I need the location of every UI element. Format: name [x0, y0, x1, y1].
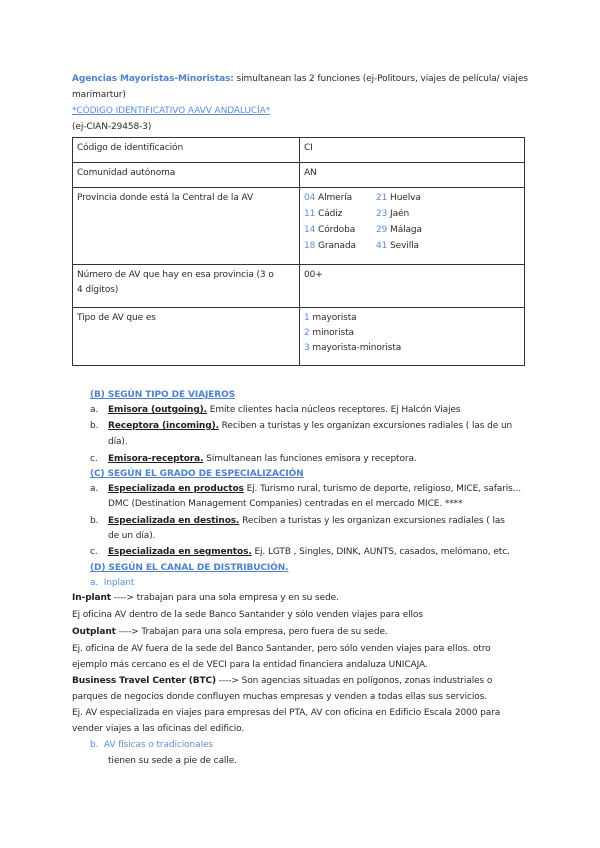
section-c-title: (C) SEGÚN EL GRADO DE ESPECIALIZACIÓN — [90, 469, 304, 479]
intro-text: simultanean las 2 funciones (ej-Politours, viajes de película/ viajes — [233, 74, 528, 84]
table-cell-label: Código de identificación — [73, 138, 300, 163]
table-cell-value: 00+ — [300, 265, 525, 308]
table-cell-value: CI — [300, 138, 525, 163]
list-marker: c. — [90, 547, 98, 557]
btc-example-1: Ej. AV especializada en viajes para empresas del PTA, AV con oficina en Edificio Escala 2000 para — [72, 708, 501, 718]
table-row — [73, 188, 525, 265]
list-marker: b. — [90, 516, 99, 526]
table-cell-label: Tipo de AV que es — [73, 308, 300, 366]
section-b-title: (B) SEGÚN TIPO DE VIAJEROS — [90, 390, 236, 400]
code-title: *CÓDIGO IDENTIFICATIVO AAVV ANDALUCÍA* — [72, 106, 271, 116]
type-list-cell — [300, 308, 525, 366]
list-item-cont: DMC (Destination Management Companies) centradas en el mercado MICE. **** — [108, 499, 463, 509]
province-item: 29 Málaga — [376, 225, 422, 235]
inplant-line: In-plant ----> trabajan para una sola empresa y en su sede. — [72, 593, 339, 603]
list-item: Especializada en destinos. Reciben a turistas y les organizan excursiones radiales ( las — [108, 516, 505, 526]
section-d-title: (D) SEGÚN EL CANAL DE DISTRIBUCIÓN. — [90, 563, 289, 573]
province-list-cell — [300, 188, 525, 265]
type-item: 3 mayorista-minorista — [304, 343, 402, 353]
outplant-example-1: Ej. oficina de AV fuera de la sede del Banco Santander, pero sólo venden viajes para ellos. otro — [72, 644, 491, 654]
province-item: 18 Granada — [304, 241, 356, 251]
province-item: 14 Córdoba — [304, 225, 356, 235]
table-cell-label: Provincia donde está la Central de la AV — [73, 188, 300, 265]
subsection-b: b. AV físicas o tradicionales — [90, 740, 214, 750]
province-item: 23 Jaén — [376, 209, 410, 219]
table-cell-label: Número de AV que hay en esa provincia (3 o 4 dígitos) — [73, 265, 300, 308]
code-example: (ej-CIAN-29458-3) — [72, 122, 152, 132]
list-item-cont: día). — [108, 437, 128, 447]
type-item: 2 minorista — [304, 328, 354, 338]
table-cell-value: AN — [300, 163, 525, 188]
subsection-a: a. Inplant — [90, 578, 135, 588]
intro-highlight: Agencias Mayoristas-Minoristas: — [72, 74, 234, 84]
list-marker: a. — [90, 405, 99, 415]
list-item: Especializada en productos Ej. Turismo rural, turismo de deporte, religioso, MICE, safaris... — [108, 484, 522, 494]
code-table — [72, 137, 525, 366]
table-cell-label: Comunidad autónoma — [73, 163, 300, 188]
btc-cont: parques de negocios donde confluyen muchas empresas y venden a todas ellas sus servicios. — [72, 692, 488, 702]
list-item: Especializada en segmentos. Ej. LGTB , Singles, DINK, AUNTS, casados, melómano, etc. — [108, 547, 510, 557]
list-marker: b. — [90, 740, 99, 750]
table-row — [73, 163, 525, 188]
list-item: Emisora-receptora. Simultanean las funciones emisora y receptora. — [108, 454, 417, 464]
list-marker: b. — [90, 421, 99, 431]
subsection-b-text: tienen su sede a pie de calle. — [108, 756, 237, 766]
btc-line: Business Travel Center (BTC) ----> Son agencias situadas en polígonos, zonas industriales o — [72, 676, 493, 686]
list-marker: a. — [90, 484, 99, 494]
outplant-line: Outplant ----> Trabajan para una sola empresa, pero fuera de su sede. — [72, 627, 388, 637]
table-row — [73, 138, 525, 163]
list-marker: c. — [90, 454, 98, 464]
list-item: Emisora (outgoing). Emite clientes hacia núcleos receptores. Ej Halcón Viajes — [108, 405, 461, 415]
type-item: 1 mayorista — [304, 313, 357, 323]
outplant-example-2: ejemplo más cercano es el de VECI para la entidad financiera andaluza UNICAJA. — [72, 660, 428, 670]
province-item: 04 Almería — [304, 193, 353, 203]
province-list — [304, 191, 520, 254]
intro-line — [72, 74, 528, 84]
table-row — [73, 265, 525, 308]
intro-line-2: marimartur) — [72, 90, 126, 100]
list-item-cont: de un día). — [108, 531, 156, 541]
inplant-example: Ej oficina AV dentro de la sede Banco Santander y sólo venden viajes para ellos — [72, 610, 423, 620]
list-marker: a. — [90, 578, 99, 588]
province-item: 21 Huelva — [376, 193, 421, 203]
table-row — [73, 308, 525, 366]
list-item: Receptora (incoming). Reciben a turistas y les organizan excursiones radiales ( las de un — [108, 421, 513, 431]
btc-example-2: vender viajes a las oficinas del edificio. — [72, 724, 245, 734]
province-item: 41 Sevilla — [376, 241, 419, 251]
province-item: 11 Cádiz — [304, 209, 343, 219]
